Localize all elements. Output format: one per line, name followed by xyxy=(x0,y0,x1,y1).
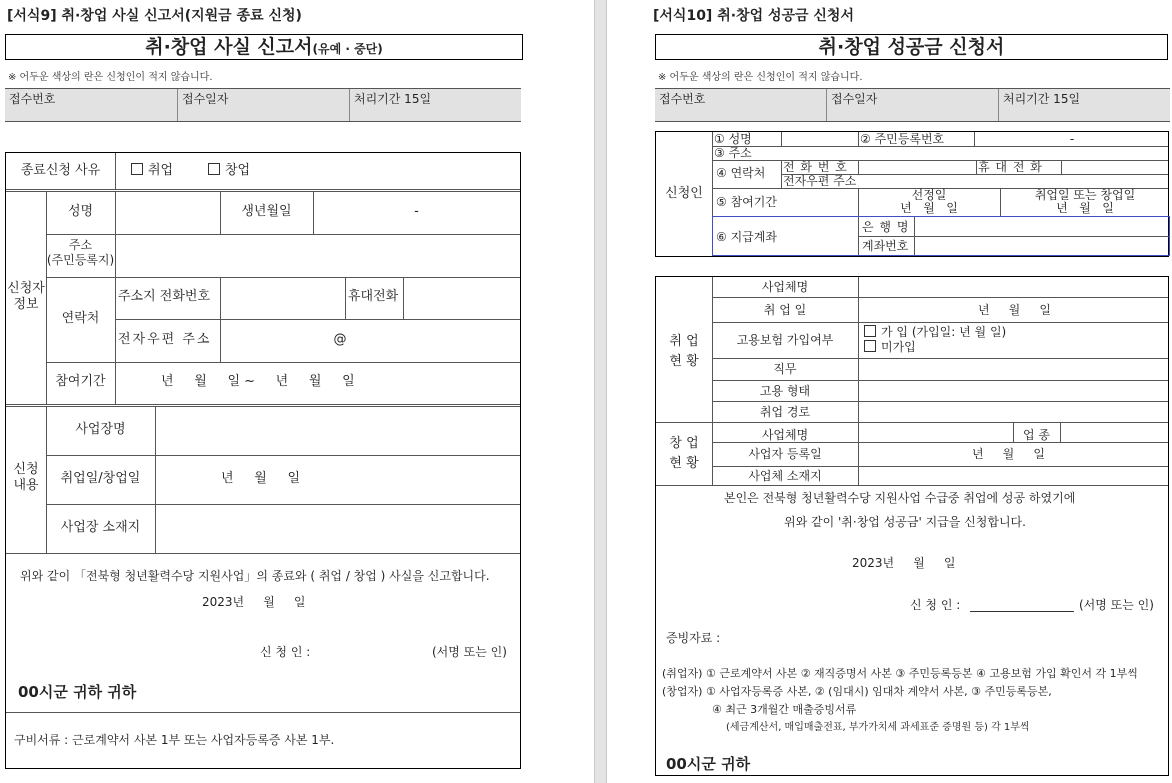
report-statement: 위와 같이 「전북형 청년활력수당 지원사업」의 종료와 ( 취업 / 창업 ) 사실을 신고합니다. xyxy=(20,569,490,583)
evidence-founder: (창업자) ① 사업자등록증 사본, ② (임대시) 임대차 계약서 사본, ③ 주민등록등본, xyxy=(662,685,1052,698)
applicant-info-section-label: 신청자 정보 xyxy=(7,281,45,312)
form-title: 취·창업 성공금 신청서 xyxy=(655,34,1168,60)
mobile-phone-label: 휴대전화 xyxy=(348,289,399,304)
business-location-label: 사업장 소재지 xyxy=(60,520,141,535)
email-at-sign: @ xyxy=(333,332,347,347)
account-number-label: 계좌번호 xyxy=(862,239,909,253)
selected-date-value: 년 월 일 xyxy=(900,201,958,215)
signature-hint: (서명 또는 인) xyxy=(1079,598,1154,612)
form-title-text: 취·창업 사실 신고서 xyxy=(145,36,313,58)
rrn-label: ② 주민등록번호 xyxy=(860,132,945,146)
insurance-option-not-enrolled[interactable] xyxy=(864,340,916,354)
processing-period: 처리기간 15일 xyxy=(354,92,432,106)
employment-section-label: 취 업 현 황 xyxy=(669,334,699,369)
rrn-dash: - xyxy=(1069,132,1075,146)
employ-day-label: 취 업 일 xyxy=(763,303,807,317)
email-label: 전자우편 주소 xyxy=(783,174,857,188)
form-number-label: [서식9] 취·창업 사실 신고서(지원금 종료 신청) xyxy=(7,8,302,24)
applicant-sign-label: 신 청 인 : xyxy=(260,645,311,659)
industry-label: 업 종 xyxy=(1023,428,1050,442)
contact-label: 연락처 xyxy=(61,311,100,326)
start-date-value: 년 월 일 xyxy=(221,471,300,486)
applicant-section-label: 신청인 xyxy=(665,186,703,201)
payment-account-label: ⑥ 지급계좌 xyxy=(716,230,777,244)
business-name-label: 사업장명 xyxy=(75,422,126,437)
receipt-strip xyxy=(5,88,521,122)
end-option-employment[interactable] xyxy=(131,163,173,179)
evidence-label: 증빙자료 : xyxy=(666,631,721,645)
insurance-option-enrolled[interactable] xyxy=(864,325,1006,339)
receipt-date: 접수일자 xyxy=(178,89,350,121)
checkbox-icon xyxy=(864,340,876,352)
employ-date-label: 취업일 또는 창업일 xyxy=(1034,188,1136,202)
receipt-strip xyxy=(655,88,1170,122)
page-gutter xyxy=(594,0,607,783)
employ-day-value: 년 월 일 xyxy=(978,303,1051,317)
insurance-option-enrolled-label: 가 입 (가입일: 년 월 일) xyxy=(881,325,1007,339)
participation-period-label: 참여기간 xyxy=(55,374,106,389)
required-documents: 구비서류 : 근로계약서 사본 1부 또는 사업자등록증 사본 1부. xyxy=(14,733,335,747)
addressee: 00시군 귀하 xyxy=(666,755,751,773)
end-option-startup-label: 창업 xyxy=(225,163,251,178)
employment-type-label: 고용 형태 xyxy=(759,384,811,398)
report-date: 2023년 월 일 xyxy=(202,595,306,609)
insurance-label: 고용보험 가입여부 xyxy=(736,333,834,347)
applicant-sign-label: 신 청 인 : xyxy=(910,598,961,612)
startup-section-label: 창 업 현 황 xyxy=(669,436,699,471)
statement-line-2: 위와 같이 '취·창업 성공금' 지급을 신청합니다. xyxy=(784,515,1026,529)
checkbox-icon xyxy=(208,163,220,175)
employ-date-value: 년 월 일 xyxy=(1056,201,1114,215)
shaded-field-note: ※ 어두운 색상의 란은 신청인이 적지 않습니다. xyxy=(658,72,863,83)
receipt-number: 접수번호 xyxy=(655,89,827,121)
birth-date-dash: - xyxy=(414,204,419,219)
email-label: 전자우편 주소 xyxy=(118,332,212,347)
application-date: 2023년 월 일 xyxy=(852,556,956,570)
business-registration-date-value: 년 월 일 xyxy=(972,447,1045,461)
shaded-field-note: ※ 어두운 색상의 란은 신청인이 적지 않습니다. xyxy=(8,72,213,83)
report-form-table xyxy=(5,152,521,769)
statement-line-1: 본인은 전북형 청년활력수당 지원사업 수급중 취업에 성공 하였기에 xyxy=(724,491,1076,505)
checkbox-icon xyxy=(131,163,143,175)
addressee: 00시군 귀하 귀하 xyxy=(18,683,137,701)
participation-period-value: 년 월 일 ~ 년 월 일 xyxy=(161,374,355,389)
bank-name-label: 은 행 명 xyxy=(862,220,910,234)
evidence-sales-proof-detail: (세금계산서, 매입매출전표, 부가가치세 과세표준 증명원 등) 각 1부씩 xyxy=(726,722,1030,733)
evidence-employee: (취업자) ① 근로계약서 사본 ② 재직증명서 사본 ③ 주민등록등본 ④ 고용보험 가입 확인서 각 1부씩 xyxy=(662,667,1138,680)
applicant-table xyxy=(655,131,1169,257)
job-duty-label: 직무 xyxy=(773,362,797,376)
end-option-startup[interactable] xyxy=(208,163,250,179)
business-location-label: 사업체 소재지 xyxy=(748,469,822,483)
startup-company-label: 사업체명 xyxy=(761,428,809,442)
business-registration-date-label: 사업자 등록일 xyxy=(748,447,822,461)
start-date-label: 취업일/창업일 xyxy=(60,471,141,486)
employment-route-label: 취업 경로 xyxy=(759,405,811,419)
signature-line xyxy=(970,611,1074,612)
address-label: 주소 (주민등록지) xyxy=(46,238,115,267)
end-reason-label: 종료신청 사유 xyxy=(20,163,101,178)
phone-label: 전 화 번 호 xyxy=(783,160,848,174)
end-option-employment-label: 취업 xyxy=(148,163,174,178)
name-label: 성명 xyxy=(67,204,94,219)
name-label: ① 성명 xyxy=(714,132,752,146)
address-label: ③ 주소 xyxy=(714,146,752,160)
insurance-option-not-enrolled-label: 미가입 xyxy=(881,340,916,354)
form-number-label: [서식10] 취·창업 성공금 신청서 xyxy=(653,8,854,24)
birth-date-label: 생년월일 xyxy=(241,204,292,219)
evidence-sales-proof: ④ 최근 3개월간 매출증빙서류 xyxy=(712,703,857,716)
receipt-number: 접수번호 xyxy=(5,89,178,121)
account-highlight-box xyxy=(712,216,1170,256)
form-title xyxy=(5,34,523,60)
selected-date-label: 선정일 xyxy=(911,188,947,202)
processing-period: 처리기간 15일 xyxy=(1003,92,1081,106)
mobile-label: 휴 대 전 화 xyxy=(978,160,1043,174)
contact-label: ④ 연락처 xyxy=(716,166,766,180)
status-table xyxy=(655,276,1169,776)
receipt-date: 접수일자 xyxy=(827,89,999,121)
form-title-suffix: (유예 · 중단) xyxy=(312,42,383,56)
participation-period-label: ⑤ 참여기간 xyxy=(716,195,777,209)
right-form-page xyxy=(607,0,1172,783)
signature-hint: (서명 또는 인) xyxy=(432,645,507,659)
home-phone-label: 주소지 전화번호 xyxy=(118,289,211,304)
company-name-label: 사업체명 xyxy=(761,280,809,294)
checkbox-icon xyxy=(864,325,876,337)
apply-content-section-label: 신청 내용 xyxy=(13,462,39,493)
